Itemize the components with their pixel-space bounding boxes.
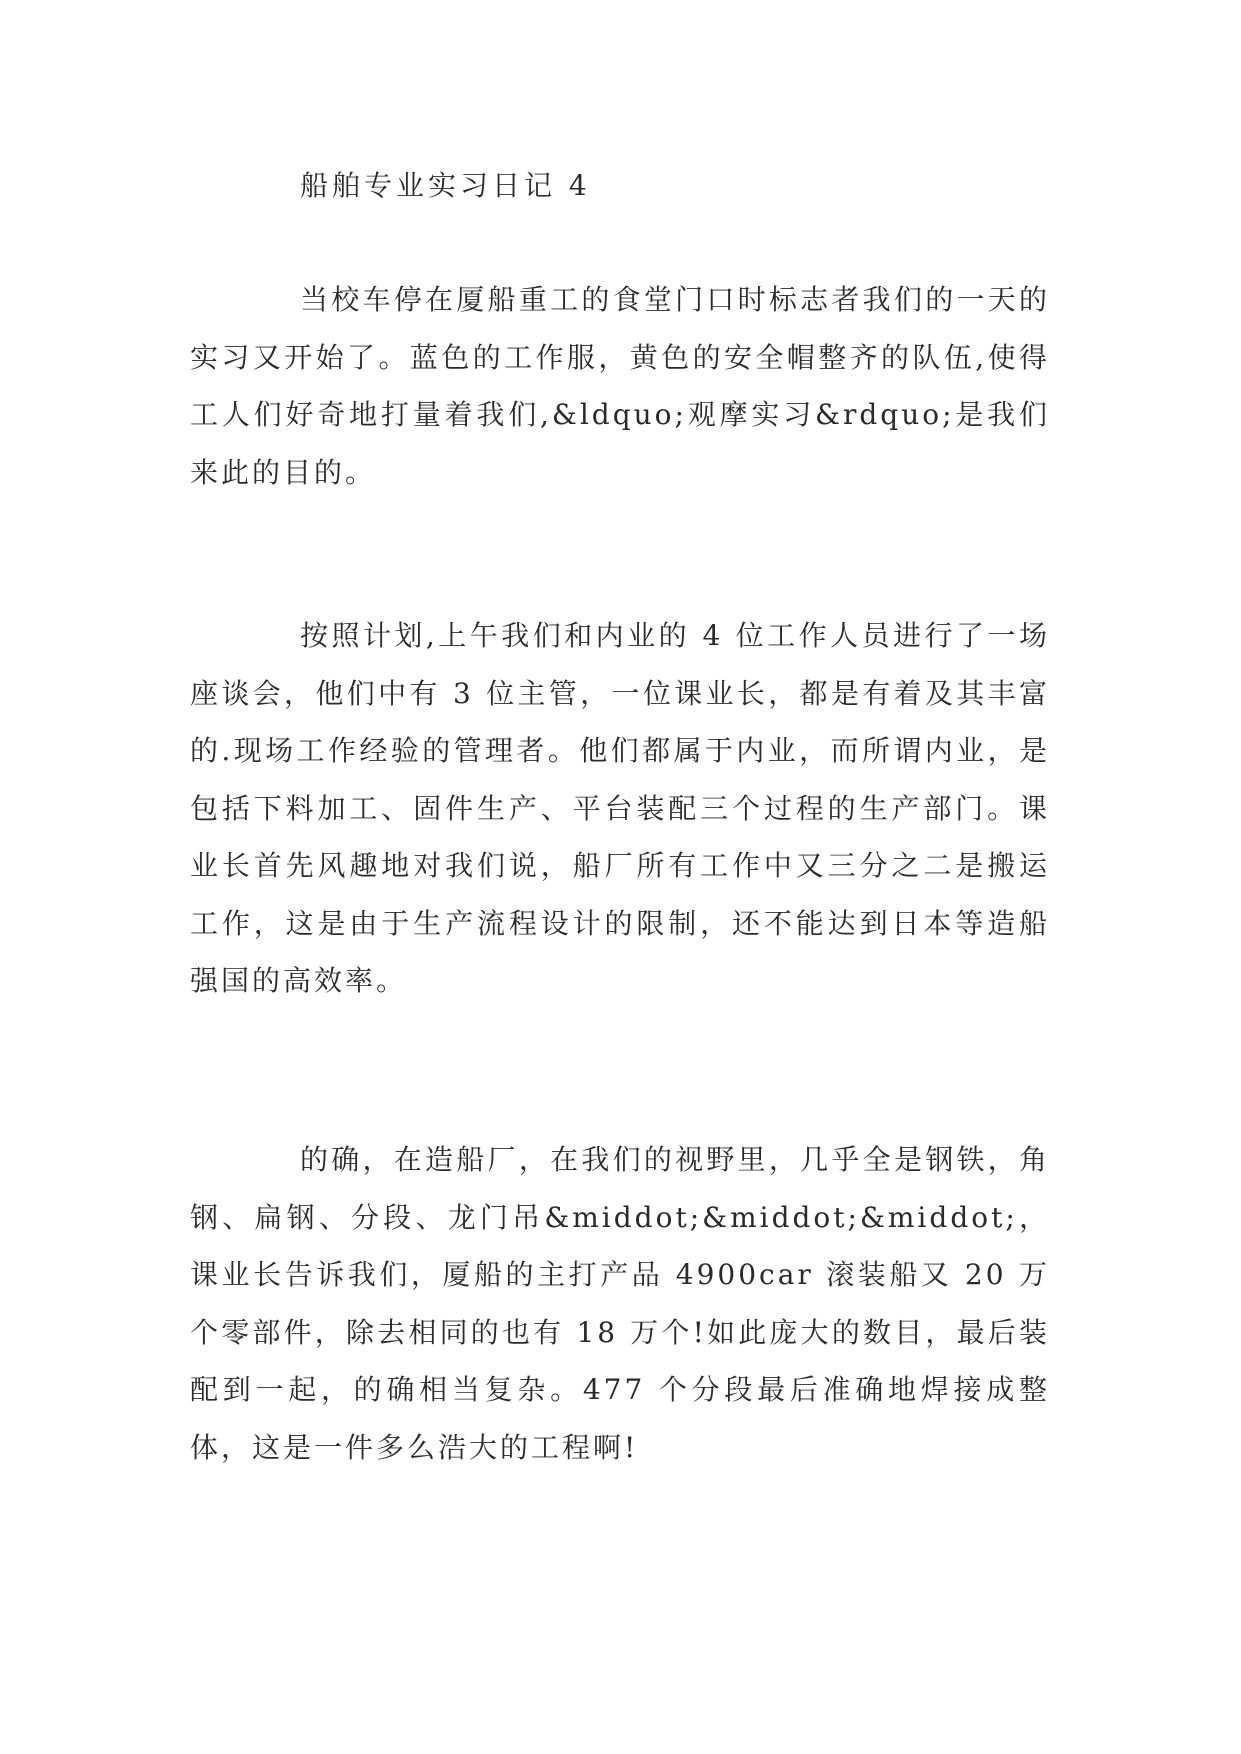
document-title: 船舶专业实习日记 4 (300, 169, 591, 202)
paragraph-1: 当校车停在厦船重工的食堂门口时标志者我们的一天的实习又开始了。蓝色的工作服，黄色的安全帽整齐的队伍,使得工人们好奇地打量着我们,&ldquo;观摩实习&rdquo;是我们来此的目的。 (190, 283, 1050, 489)
paragraph-3: 的确，在造船厂，在我们的视野里，几乎全是钢铁，角钢、扁钢、分段、龙门吊&middot;&middot;&middot;，课业长告诉我们，厦船的主打产品 4900car 滚装船又 20 万个零部件，除去相同的也有 18 万个!如此庞大的数目，最后装配到一起，的确相当复杂。477 个分段最后准确地焊接成整体，这是一件多么浩大的工程啊! (190, 1143, 1050, 1464)
paragraph-2: 按照计划,上午我们和内业的 4 位工作人员进行了一场座谈会，他们中有 3 位主管，一位课业长，都是有着及其丰富的.现场工作经验的管理者。他们都属于内业，而所谓内业，是包括下料加工、固件生产、平台装配三个过程的生产部门。课业长首先风趣地对我们说，船厂所有工作中又三分之二是搬运工作，这是由于生产流程设计的限制，还不能达到日本等造船强国的高效率。 (190, 619, 1050, 997)
